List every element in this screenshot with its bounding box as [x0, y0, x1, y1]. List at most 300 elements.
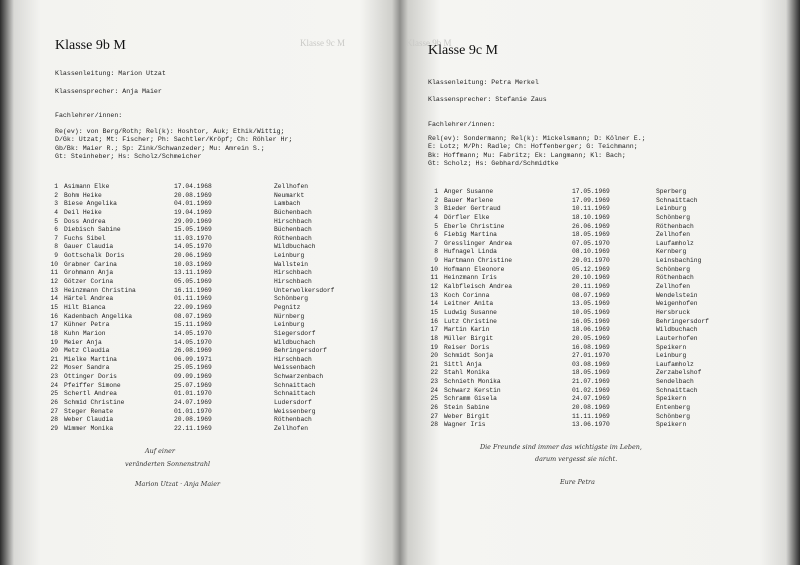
teacher-list	[55, 128, 292, 162]
home-town: Leinburg	[656, 205, 687, 213]
student-number: 5	[54, 217, 58, 225]
student-name: Bauer Marlene	[444, 196, 494, 204]
home-town: Schwarzenbach	[274, 373, 324, 381]
student-row	[44, 321, 374, 330]
student-number: 10	[430, 265, 438, 273]
birth-date: 16.08.1969	[572, 343, 610, 351]
student-name: Ludwig Susanne	[444, 308, 497, 316]
birth-date: 24.07.1969	[174, 399, 212, 407]
home-town: Zellhofen	[274, 424, 309, 432]
student-number: 13	[430, 291, 438, 299]
teacher-line: Bk: Hoffmann; Mu: Fabritz; Ek: Langmann; Kl: Bach;	[428, 151, 626, 159]
student-name: Heinzmann Christina	[64, 286, 136, 294]
student-name: Gauer Claudia	[64, 243, 114, 251]
student-number: 8	[434, 248, 438, 256]
student-number: 28	[430, 421, 438, 429]
farewell-line-1: Die Freunde sind immer das wichtigste im Leben,	[480, 443, 642, 451]
student-row	[424, 283, 774, 292]
home-town: Ludersdorf	[274, 399, 312, 407]
student-number: 1	[54, 183, 58, 190]
student-name: Leitner Anita	[444, 300, 494, 308]
student-number: 14	[50, 295, 58, 303]
teacher-line: Gt: Scholz; Hs: Gebhard/Schmidtke	[428, 160, 559, 168]
farewell-line-2: veränderten Sonnenstrahl	[125, 460, 211, 468]
student-row	[424, 188, 774, 197]
birth-date: 01.02.1969	[572, 386, 610, 394]
farewell-signature: Marion Utzat · Anja Maier	[135, 480, 221, 488]
student-name: Schmidt Sonja	[444, 352, 494, 360]
birth-date: 20.06.1969	[174, 252, 212, 260]
birth-date: 11.11.1969	[572, 412, 610, 420]
birth-date: 13.05.1969	[572, 300, 610, 308]
student-name: Kalbfleisch Andrea	[444, 283, 513, 291]
student-number: 24	[50, 381, 58, 389]
birth-date: 01.01.1970	[174, 390, 212, 398]
birth-date: 16.11.1969	[174, 286, 212, 294]
student-row	[424, 369, 774, 378]
student-number: 21	[430, 360, 438, 368]
student-number: 6	[54, 226, 58, 234]
student-name: Kadenbach Angelika	[64, 312, 133, 320]
student-name: Pfeiffer Simone	[64, 381, 121, 389]
student-name: Gresslinger Andrea	[444, 239, 513, 247]
student-number: 4	[434, 213, 438, 221]
student-number: 7	[54, 234, 58, 242]
student-number: 15	[430, 308, 438, 316]
home-town: Nürnberg	[274, 312, 305, 320]
student-row	[44, 226, 374, 235]
student-row	[44, 243, 374, 252]
student-row	[424, 335, 774, 344]
birth-date: 10.11.1969	[572, 205, 610, 213]
student-number: 15	[50, 303, 58, 311]
birth-date: 20.10.1969	[572, 274, 610, 282]
birth-date: 04.01.1969	[174, 200, 212, 208]
birth-date: 01.11.1969	[174, 295, 212, 303]
student-number: 16	[430, 317, 438, 325]
student-row	[44, 399, 374, 408]
birth-date: 03.08.1969	[572, 360, 610, 368]
birth-date: 18.05.1969	[572, 369, 610, 377]
home-town: Sperberg	[656, 188, 687, 195]
student-row	[44, 218, 374, 227]
student-name: Fuchs Sibel	[64, 234, 106, 242]
student-row	[44, 295, 374, 304]
home-town: Laufamholz	[656, 239, 694, 247]
page-title: Klasse 9b M	[55, 38, 126, 53]
birth-date: 05.12.1969	[572, 265, 610, 273]
student-row	[424, 326, 774, 335]
student-row	[44, 287, 374, 296]
teacher-line: Gt: Steinheber; Hs: Scholz/Schmeicher	[55, 153, 202, 161]
home-town: Schnaittach	[274, 381, 316, 389]
home-town: Pegnitz	[274, 303, 301, 311]
student-row	[424, 413, 774, 422]
birth-date: 21.07.1969	[572, 378, 610, 386]
student-name: Weber Birgit	[444, 412, 490, 420]
birth-date: 22.09.1969	[174, 303, 212, 311]
right-page	[400, 0, 800, 565]
student-row	[44, 183, 374, 192]
student-row	[44, 278, 374, 287]
home-town: Zerzabelshof	[656, 369, 702, 377]
student-number: 24	[430, 386, 438, 394]
home-town: Weissenbach	[274, 364, 316, 372]
student-row	[44, 261, 374, 270]
student-number: 18	[50, 329, 58, 337]
student-number: 22	[50, 364, 58, 372]
student-row	[424, 214, 774, 223]
teacher-line: D/Gk: Utzat; Mt: Fischer; Ph: Sachtler/Kröpf; Ch: Röhler Hr;	[55, 136, 293, 144]
bleed-through-text: Klasse 9c M	[300, 38, 345, 48]
class-speaker: Klassensprecher: Anja Maier	[55, 88, 162, 95]
student-number: 7	[434, 239, 438, 247]
home-town: Wildbuchach	[656, 326, 698, 334]
home-town: Sendelbach	[656, 378, 694, 386]
student-number: 21	[50, 355, 58, 363]
home-town: Schnaittach	[656, 196, 698, 204]
birth-date: 20.05.1969	[572, 334, 610, 342]
student-name: Hofmann Eleonore	[444, 265, 505, 273]
student-row	[424, 404, 774, 413]
student-row	[424, 344, 774, 353]
class-teacher: Klassenleitung: Marion Utzat	[55, 70, 166, 77]
home-town: Entenberg	[656, 404, 691, 412]
student-row	[424, 231, 774, 240]
student-name: Steger Renate	[64, 407, 114, 415]
student-row	[424, 387, 774, 396]
birth-date: 10.05.1969	[572, 308, 610, 316]
birth-date: 08.07.1969	[572, 291, 610, 299]
student-row	[424, 257, 774, 266]
home-town: Zellhofen	[274, 183, 309, 190]
student-number: 9	[434, 257, 438, 265]
birth-date: 07.05.1970	[572, 239, 610, 247]
student-name: Weber Claudia	[64, 416, 114, 424]
student-number: 8	[54, 243, 58, 251]
student-number: 27	[430, 412, 438, 420]
birth-date: 27.01.1970	[572, 352, 610, 360]
student-name: Ottinger Doris	[64, 373, 117, 381]
home-town: Kernberg	[656, 248, 687, 256]
student-row	[44, 304, 374, 313]
student-name: Meier Anja	[64, 338, 102, 346]
student-number: 4	[54, 208, 58, 216]
student-name: Asimann Elke	[64, 183, 110, 190]
teacher-line: E: Lotz; M/Ph: Radle; Ch: Hoffenberger; G: Teichmann;	[428, 143, 638, 151]
student-number: 26	[430, 404, 438, 412]
student-number: 25	[50, 390, 58, 398]
birth-date: 18.10.1969	[572, 213, 610, 221]
student-name: Wagner Iris	[444, 421, 486, 429]
student-number: 12	[50, 278, 58, 286]
student-name: Reiser Doris	[444, 343, 490, 351]
birth-date: 20.11.1969	[572, 283, 610, 291]
student-name: Diebisch Sabine	[64, 226, 121, 234]
student-number: 11	[430, 274, 438, 282]
student-number: 3	[434, 205, 438, 213]
student-name: Grabner Carina	[64, 260, 117, 268]
student-number: 14	[430, 300, 438, 308]
student-row	[424, 309, 774, 318]
birth-date: 20.08.1969	[572, 404, 610, 412]
birth-date: 13.11.1969	[174, 269, 212, 277]
home-town: Schnaittach	[656, 386, 698, 394]
home-town: Büchenbach	[274, 208, 312, 216]
home-town: Siegersdorf	[274, 329, 316, 337]
birth-date: 11.03.1970	[174, 234, 212, 242]
farewell-line-1: Auf einer	[145, 447, 175, 455]
student-number: 17	[50, 321, 58, 329]
home-town: Schnaittach	[274, 390, 316, 398]
student-row	[44, 347, 374, 356]
student-row	[44, 235, 374, 244]
student-name: Bohm Heike	[64, 191, 102, 199]
birth-date: 15.11.1969	[174, 321, 212, 329]
teacher-line: Gb/Bk: Maier R.; Sp: Zink/Schwanzeder; Mu: Amrein S.;	[55, 144, 265, 152]
student-row	[44, 339, 374, 348]
student-row	[44, 425, 374, 434]
student-row	[44, 252, 374, 261]
student-name: Schwarz Kerstin	[444, 386, 501, 394]
student-name: Wimmer Monika	[64, 424, 114, 432]
home-town: Leinburg	[274, 321, 305, 329]
student-row	[44, 330, 374, 339]
student-row	[424, 266, 774, 275]
student-number: 13	[50, 286, 58, 294]
student-number: 23	[430, 378, 438, 386]
birth-date: 01.01.1970	[174, 407, 212, 415]
home-town: Wildbuchach	[274, 338, 316, 346]
student-row	[424, 205, 774, 214]
birth-date: 20.08.1969	[174, 191, 212, 199]
student-row	[44, 416, 374, 425]
home-town: Lambach	[274, 200, 301, 208]
student-number: 2	[434, 196, 438, 204]
home-town: Speikern	[656, 421, 687, 429]
home-town: Speikern	[656, 395, 687, 403]
student-name: Lutz Christine	[444, 317, 497, 325]
student-name: Schramm Gisela	[444, 395, 497, 403]
farewell-signature: Eure Petra	[560, 478, 595, 486]
birth-date: 20.01.1970	[572, 257, 610, 265]
student-number: 22	[430, 369, 438, 377]
student-name: Schertl Andrea	[64, 390, 117, 398]
birth-date: 05.05.1969	[174, 278, 212, 286]
student-row	[44, 408, 374, 417]
student-name: Anger Susanne	[444, 188, 494, 195]
student-number: 10	[50, 260, 58, 268]
home-town: Wallstein	[274, 260, 309, 268]
student-number: 1	[434, 188, 438, 195]
student-name: Moser Sandra	[64, 364, 110, 372]
subject-heading: Fachlehrer/innen:	[428, 121, 496, 128]
student-number: 26	[50, 399, 58, 407]
birth-date: 17.04.1968	[174, 183, 212, 190]
student-name: Biese Angelika	[64, 200, 117, 208]
bleed-through-text: Klasse 9b M	[406, 38, 452, 48]
student-row	[44, 364, 374, 373]
student-name: Metz Claudia	[64, 347, 110, 355]
birth-date: 14.05.1970	[174, 329, 212, 337]
student-number: 6	[434, 231, 438, 239]
home-town: Schönberg	[656, 265, 691, 273]
home-town: Wildbuchach	[274, 243, 316, 251]
birth-date: 18.06.1969	[572, 326, 610, 334]
teacher-list	[428, 135, 646, 169]
home-town: Unterwolkersdorf	[274, 286, 335, 294]
home-town: Röthenbach	[656, 222, 694, 230]
student-name: Bieder Gertraud	[444, 205, 501, 213]
student-name: Martin Karin	[444, 326, 490, 334]
birth-date: 24.07.1969	[572, 395, 610, 403]
student-number: 20	[430, 352, 438, 360]
student-number: 16	[50, 312, 58, 320]
class-speaker: Klassensprecher: Stefanie Zaus	[428, 96, 547, 103]
home-town: Röthenbach	[274, 234, 312, 242]
home-town: Weigenhofen	[656, 300, 698, 308]
birth-date: 13.06.1970	[572, 421, 610, 429]
home-town: Röthenbach	[656, 274, 694, 282]
student-name: Fiebig Martina	[444, 231, 497, 239]
student-row	[424, 248, 774, 257]
student-name: Stahl Monika	[444, 369, 490, 377]
student-row	[424, 292, 774, 301]
student-row	[44, 390, 374, 399]
student-number: 11	[50, 269, 58, 277]
student-row	[424, 318, 774, 327]
student-name: Koch Corinna	[444, 291, 490, 299]
birth-date: 25.07.1969	[174, 381, 212, 389]
student-row	[424, 395, 774, 404]
student-name: Deil Heike	[64, 208, 102, 216]
student-number: 9	[54, 252, 58, 260]
student-row	[424, 197, 774, 206]
student-row	[424, 274, 774, 283]
student-name: Hufnagel Linda	[444, 248, 497, 256]
student-name: Gottschalk Doris	[64, 252, 125, 260]
student-name: Schnieth Monika	[444, 378, 501, 386]
home-town: Laufamholz	[656, 360, 694, 368]
birth-date: 17.09.1969	[572, 196, 610, 204]
student-number: 5	[434, 222, 438, 230]
student-name: Götzer Corina	[64, 278, 114, 286]
birth-date: 08.07.1969	[174, 312, 212, 320]
birth-date: 15.05.1969	[174, 226, 212, 234]
home-town: Röthenbach	[274, 416, 312, 424]
student-name: Härtel Andrea	[64, 295, 114, 303]
student-roster	[424, 188, 774, 430]
student-number: 19	[430, 343, 438, 351]
home-town: Lauterhofen	[656, 334, 698, 342]
birth-date: 09.09.1969	[174, 373, 212, 381]
home-town: Wendelstein	[656, 291, 698, 299]
birth-date: 22.11.1969	[174, 424, 212, 432]
birth-date: 17.05.1969	[572, 188, 610, 195]
birth-date: 25.05.1969	[174, 364, 212, 372]
birth-date: 16.05.1969	[572, 317, 610, 325]
student-name: Doss Andrea	[64, 217, 106, 225]
student-name: Müller Birgit	[444, 334, 494, 342]
home-town: Weissenberg	[274, 407, 316, 415]
student-name: Heinzmann Iris	[444, 274, 497, 282]
home-town: Hirschbach	[274, 269, 312, 277]
student-row	[44, 209, 374, 218]
student-name: Hartmann Christine	[444, 257, 513, 265]
home-town: Zellhofen	[656, 283, 691, 291]
birth-date: 26.08.1969	[174, 347, 212, 355]
student-row	[424, 352, 774, 361]
farewell-line-2: darum vergesst sie nicht.	[535, 455, 618, 463]
home-town: Neumarkt	[274, 191, 305, 199]
teacher-line: Rel(ev): Sondermann; Rel(k): Mickelsmann; D: Kölner E.;	[428, 135, 646, 142]
student-row	[44, 382, 374, 391]
student-number: 18	[430, 334, 438, 342]
subject-heading: Fachlehrer/innen:	[55, 112, 123, 119]
student-number: 23	[50, 373, 58, 381]
student-name: Grohmann Anja	[64, 269, 114, 277]
student-row	[424, 421, 774, 430]
home-town: Leinburg	[274, 252, 305, 260]
birth-date: 29.09.1969	[174, 217, 212, 225]
student-row	[44, 356, 374, 365]
teacher-line: Re(ev): von Berg/Roth; Rel(k): Hoshtor, Auk; Ethik/Wittig;	[55, 128, 285, 135]
birth-date: 14.05.1970	[174, 243, 212, 251]
student-row	[424, 378, 774, 387]
home-town: Hirschbach	[274, 355, 312, 363]
student-row	[44, 313, 374, 322]
home-town: Hirschbach	[274, 217, 312, 225]
class-teacher: Klassenleitung: Petra Merkel	[428, 79, 539, 86]
home-town: Leinsbaching	[656, 257, 702, 265]
student-name: Sittl Anja	[444, 360, 482, 368]
home-town: Schönberg	[656, 412, 691, 420]
student-row	[44, 192, 374, 201]
student-name: Kuhn Marion	[64, 329, 106, 337]
student-row	[44, 200, 374, 209]
student-name: Mielke Martina	[64, 355, 117, 363]
page-title: Klasse 9c M	[428, 43, 498, 58]
student-name: Stein Sabine	[444, 404, 490, 412]
birth-date: 08.10.1969	[572, 248, 610, 256]
student-number: 19	[50, 338, 58, 346]
home-town: Zellhofen	[656, 231, 691, 239]
home-town: Leinburg	[656, 352, 687, 360]
birth-date: 06.09.1971	[174, 355, 212, 363]
home-town: Schönberg	[274, 295, 309, 303]
student-row	[44, 269, 374, 278]
student-number: 25	[430, 395, 438, 403]
student-row	[424, 361, 774, 370]
student-name: Dörfler Elke	[444, 213, 490, 221]
student-row	[424, 300, 774, 309]
birth-date: 10.03.1969	[174, 260, 212, 268]
student-name: Eberle Christine	[444, 222, 505, 230]
home-town: Hersbruck	[656, 308, 691, 316]
student-row	[424, 240, 774, 249]
student-row	[44, 373, 374, 382]
student-number: 27	[50, 407, 58, 415]
student-number: 20	[50, 347, 58, 355]
student-row	[424, 223, 774, 232]
student-roster	[44, 183, 374, 434]
home-town: Büchenbach	[274, 226, 312, 234]
student-number: 17	[430, 326, 438, 334]
birth-date: 18.05.1969	[572, 231, 610, 239]
student-name: Hilt Bianca	[64, 303, 106, 311]
home-town: Speikern	[656, 343, 687, 351]
student-number: 28	[50, 416, 58, 424]
